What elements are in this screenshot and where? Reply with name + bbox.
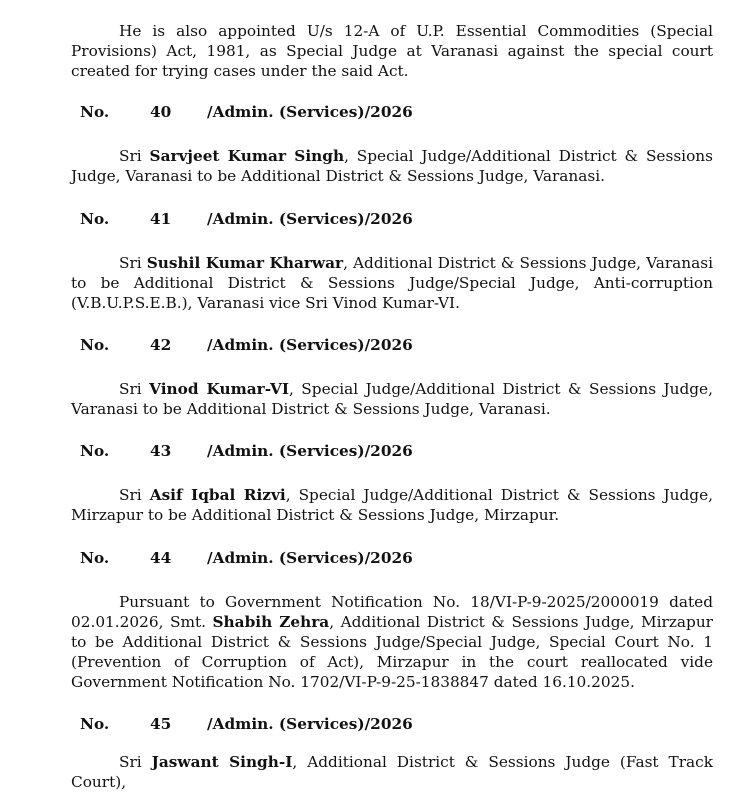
order-text: , Additional District & Sessions Judge (Fast Track Court), xyxy=(71,753,713,791)
order-number: 41 xyxy=(150,210,172,228)
order-number: 44 xyxy=(150,549,172,567)
intro-paragraph xyxy=(71,21,713,81)
order-no-label: No. xyxy=(80,715,110,733)
order-suffix: /Admin. (Services)/2026 xyxy=(207,715,413,733)
order-text: , Special Judge/Additional District & Sessions Judge, Varanasi to be Additional District & Sessions Judge, Varanasi. xyxy=(71,380,713,418)
order-suffix: /Admin. (Services)/2026 xyxy=(207,549,413,567)
order-suffix: /Admin. (Services)/2026 xyxy=(207,103,413,121)
officer-name: Sarvjeet Kumar Singh xyxy=(149,147,345,165)
intro-text: He is also appointed U/s 12-A of U.P. Essential Commodities (Special Provisions) Act, 1981, as Special Judge at Varanasi against the special court created for trying cases under the said Act. xyxy=(71,22,713,80)
order-suffix: /Admin. (Services)/2026 xyxy=(207,336,413,354)
order-number: 42 xyxy=(150,336,172,354)
order-no-label: No. xyxy=(80,442,110,460)
order-no-label: No. xyxy=(80,210,110,228)
officer-name: Jaswant Singh-I xyxy=(151,753,293,771)
order-text: , Additional District & Sessions Judge, Varanasi to be Additional District & Sessions Judge/Special Judge, Anti-corruption (V.B.U.P.S.E.B.), Varanasi vice Sri Vinod Kumar-VI. xyxy=(71,254,713,312)
order-paragraph xyxy=(71,146,713,186)
order-paragraph xyxy=(71,592,713,692)
order-number: 43 xyxy=(150,442,172,460)
order-paragraph xyxy=(71,253,713,313)
order-text: , Special Judge/Additional District & Sessions Judge, Varanasi to be Additional District & Sessions Judge, Varanasi. xyxy=(71,147,713,185)
order-number: 40 xyxy=(150,103,172,121)
order-no-label: No. xyxy=(80,336,110,354)
clipped-paragraph-region xyxy=(71,753,713,791)
officer-name: Asif Iqbal Rizvi xyxy=(149,486,286,504)
order-paragraph xyxy=(71,379,713,419)
order-paragraph xyxy=(71,485,713,525)
order-suffix: /Admin. (Services)/2026 xyxy=(207,210,413,228)
order-prefix: Sri xyxy=(119,753,142,771)
order-prefix: Pursuant to Government Notification No. 18/VI-P-9-2025/2000019 dated 02.01.2026, Smt. xyxy=(71,593,713,631)
order-text: , Special Judge/Additional District & Sessions Judge, Mirzapur to be Additional District & Sessions Judge, Mirzapur. xyxy=(71,486,714,524)
order-paragraph xyxy=(71,752,713,792)
order-suffix: /Admin. (Services)/2026 xyxy=(207,442,413,460)
order-no-label: No. xyxy=(80,549,110,567)
order-number: 45 xyxy=(150,715,172,733)
officer-name: Vinod Kumar-VI xyxy=(149,380,289,398)
order-text: , Additional District & Sessions Judge, Mirzapur to be Additional District & Sessions Judge/Special Judge, Special Court No. 1 (Prevention of Corruption of Act), Mirzapur in the court reallocated vide Government Notification No. 1702/VI-P-9-25-1838847 dated 16.10.2025. xyxy=(71,613,713,691)
officer-name: Sushil Kumar Kharwar xyxy=(146,254,344,272)
order-prefix: Sri xyxy=(119,147,142,165)
officer-name: Shabih Zehra xyxy=(212,613,330,631)
order-prefix: Sri xyxy=(119,486,142,504)
order-prefix: Sri xyxy=(119,254,142,272)
order-prefix: Sri xyxy=(119,380,142,398)
order-no-label: No. xyxy=(80,103,110,121)
